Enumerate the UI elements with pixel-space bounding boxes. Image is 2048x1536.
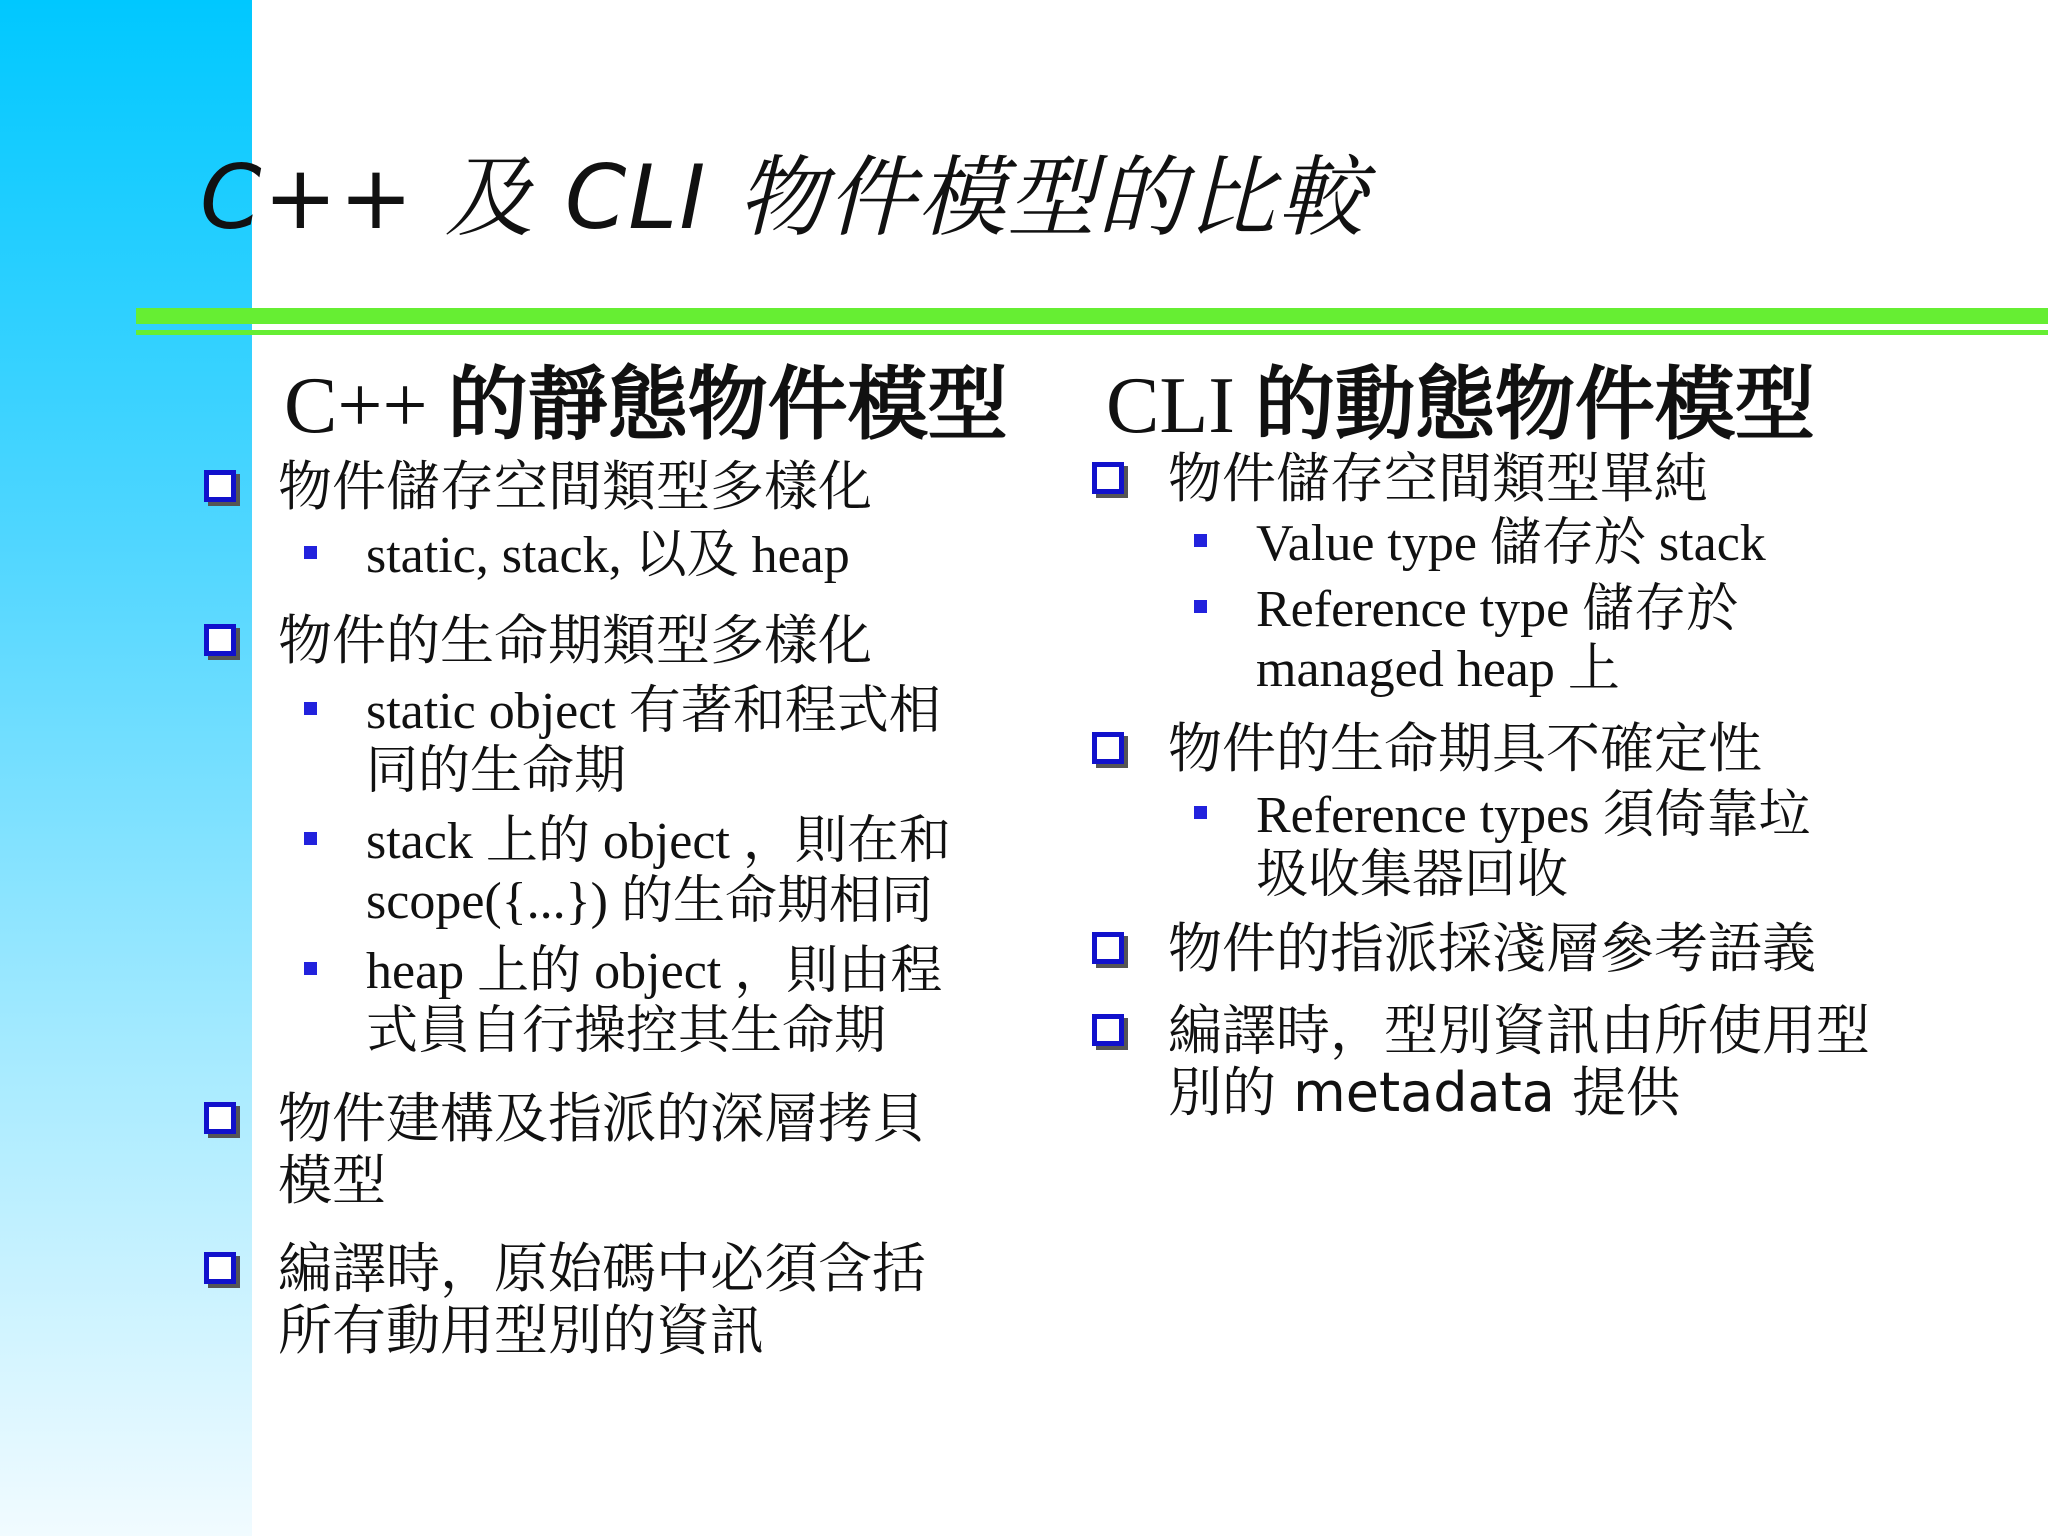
right-item-metadata-line1: 編譯時，型別資訊由所使用型 [1168, 999, 1870, 1062]
left-sub-storage-kinds [366, 526, 850, 586]
left-item-deep-copy-line1: 物件建構及指派的深層拷貝 [278, 1087, 926, 1150]
right-sub-garbage-collection-line1: Reference types 須倚靠垃 [1256, 787, 1811, 844]
right-item-shallow-reference-text: 物件的指派採淺層參考語義 [1168, 917, 1816, 980]
right-sub-value-type [1256, 514, 1766, 574]
title-divider-thick [136, 308, 2048, 324]
square-bullet-icon [204, 470, 236, 502]
left-item-storage-types [278, 456, 872, 518]
right-item-storage-simple-text: 物件儲存空間類型單純 [1168, 447, 1708, 510]
right-heading-latin: CLI [1106, 362, 1235, 450]
sub-bullet-icon [1194, 600, 1207, 613]
left-item-lifetime-types-text: 物件的生命期類型多樣化 [278, 609, 872, 672]
left-sub-stack-object-line1: stack 上的 object ，則在和 [366, 813, 951, 870]
right-sub-reference-type-line1: Reference type 儲存於 [1256, 581, 1739, 638]
right-item-shallow-reference [1168, 918, 1816, 980]
square-bullet-icon [1092, 732, 1124, 764]
square-bullet-icon [1092, 932, 1124, 964]
left-sub-heap-object [366, 942, 942, 1062]
sub-bullet-icon [304, 546, 317, 559]
right-item-metadata [1168, 1000, 1870, 1124]
left-sub-static-object-line1: static object 有著和程式相 [366, 683, 941, 740]
left-item-deep-copy-line2: 模型 [278, 1149, 386, 1212]
sub-bullet-icon [1194, 806, 1207, 819]
right-item-storage-simple [1168, 448, 1708, 510]
right-item-metadata-line2: 別的 metadata 提供 [1168, 1061, 1681, 1124]
right-heading-cjk: 的動態物件模型 [1254, 362, 1815, 450]
slide-title: C++ 及 CLI 物件模型的比較 [200, 146, 1368, 249]
right-sub-reference-type [1256, 580, 1738, 700]
square-bullet-icon [204, 1102, 236, 1134]
left-item-compile-time-line1: 編譯時，原始碼中必須含括 [278, 1237, 926, 1300]
title-divider-thin [136, 330, 2048, 335]
sub-bullet-icon [1194, 534, 1207, 547]
right-sub-garbage-collection [1256, 786, 1810, 906]
square-bullet-icon [1092, 1014, 1124, 1046]
left-sub-storage-kinds-text: static, stack, 以及 heap [366, 527, 850, 584]
sub-bullet-icon [304, 832, 317, 845]
square-bullet-icon [204, 1252, 236, 1284]
right-item-lifetime-uncertain-text: 物件的生命期具不確定性 [1168, 717, 1762, 780]
left-item-lifetime-types [278, 610, 872, 672]
left-sub-stack-object-line2: scope({...}) 的生命期相同 [366, 873, 933, 930]
sub-bullet-icon [304, 702, 317, 715]
right-column-heading [1106, 340, 1815, 455]
right-sub-reference-type-line2: managed heap 上 [1256, 641, 1620, 698]
right-sub-value-type-text: Value type 儲存於 stack [1256, 515, 1766, 572]
left-sub-static-object-line2: 同的生命期 [366, 743, 627, 800]
left-sub-stack-object [366, 812, 951, 932]
left-heading-cjk: 的靜態物件模型 [447, 362, 1008, 450]
left-item-compile-time [278, 1238, 926, 1362]
right-item-lifetime-uncertain [1168, 718, 1762, 780]
left-item-deep-copy [278, 1088, 926, 1212]
left-sub-static-object [366, 682, 941, 802]
left-item-storage-types-text: 物件儲存空間類型多樣化 [278, 455, 872, 518]
left-column-heading [284, 340, 1008, 455]
sub-bullet-icon [304, 962, 317, 975]
left-item-compile-time-line2: 所有動用型別的資訊 [278, 1299, 764, 1362]
square-bullet-icon [1092, 462, 1124, 494]
left-heading-latin: C++ [284, 362, 428, 450]
right-sub-garbage-collection-line2: 圾收集器回收 [1256, 847, 1569, 904]
left-sub-heap-object-line2: 式員自行操控其生命期 [366, 1003, 887, 1060]
left-sub-heap-object-line1: heap 上的 object ，則由程 [366, 943, 943, 1000]
square-bullet-icon [204, 624, 236, 656]
